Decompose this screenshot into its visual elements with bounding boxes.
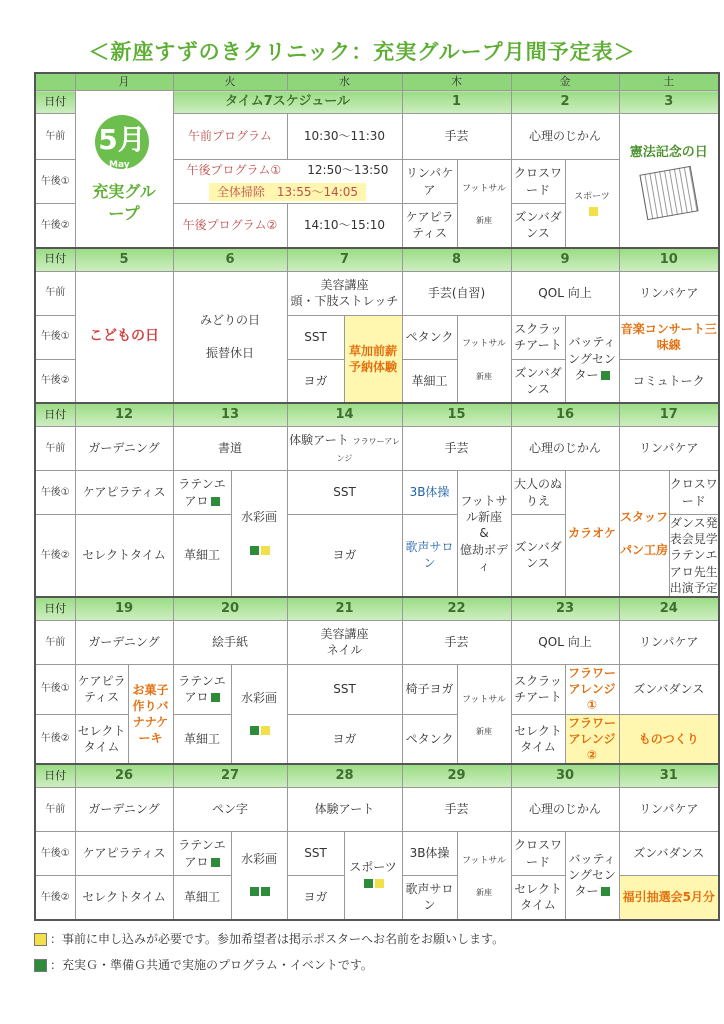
program-cell: リンパケア [619, 271, 719, 315]
date-row [35, 91, 719, 114]
program-cell: フットサル 新座 [457, 664, 511, 764]
program-cell: SST [287, 664, 402, 714]
date-cell: 1 [402, 91, 511, 114]
date-cell: 23 [511, 597, 619, 621]
program-cell: カラオケ [565, 471, 619, 597]
program-cell: ズンバダンス [511, 204, 565, 248]
program-cell: ヨガ [287, 876, 344, 920]
date-cell: 2 [511, 91, 619, 114]
program-cell: ラテンエアロ [173, 664, 231, 714]
program-cell: ラテンエアロ [173, 832, 231, 876]
program-cell: フラワーアレンジ② [565, 714, 619, 764]
star-icon [375, 879, 384, 888]
holiday-name: 憲法記念の日 [629, 145, 708, 161]
program-cell: ケアピラティス [402, 204, 457, 248]
program-cell: セレクトタイム [511, 876, 565, 920]
program-cell: クロスワード [511, 160, 565, 204]
date-row [35, 403, 719, 427]
date-cell: 13 [173, 403, 287, 427]
pm1-label: 午後① [35, 160, 75, 204]
date-cell: 26 [75, 764, 173, 788]
program-cell: 大人のぬりえ [511, 471, 565, 515]
pm1-program-time: 12:50～13:50 [307, 163, 389, 178]
program-cell: ズンバダンス [511, 359, 565, 403]
program-cell: スポーツ [565, 160, 619, 248]
program-cell: 歌声サロン [402, 876, 457, 920]
program-cell: ズンバダンス [619, 664, 719, 714]
star-icon [261, 546, 270, 555]
program-cell: ものつくり [619, 714, 719, 764]
program-cell: フットサル 新座 [457, 832, 511, 920]
program-cell: 美容講座 ネイル [287, 620, 402, 664]
program-cell: 革細工 [173, 515, 231, 597]
program-cell: 手芸 [402, 114, 511, 160]
pm1-label: 午後① [35, 315, 75, 359]
am-program-label: 午前プログラム [173, 114, 287, 160]
program-cell: 水彩画 [231, 832, 287, 920]
weekday-fri: 金 [511, 73, 619, 91]
program-cell: ペン字 [173, 788, 287, 832]
may-english: May [109, 160, 130, 171]
program-cell: 手芸 [402, 788, 511, 832]
program-cell: フットサル 新座 [457, 160, 511, 248]
weekday-thu: 木 [402, 73, 511, 91]
program-cell: ヨガ [287, 359, 344, 403]
program-cell: クロスワード [511, 832, 565, 876]
date-row [35, 248, 719, 272]
date-cell: 29 [402, 764, 511, 788]
date-cell: 27 [173, 764, 287, 788]
program-cell: スポーツ [344, 832, 402, 920]
am-label: 午前 [35, 271, 75, 315]
star-icon [261, 887, 270, 896]
date-cell: 31 [619, 764, 719, 788]
date-cell: 6 [173, 248, 287, 272]
date-cell: 21 [287, 597, 402, 621]
holiday-name: こどもの日 [89, 328, 159, 345]
date-cell: 8 [402, 248, 511, 272]
program-cell: ガーデニング [75, 427, 173, 471]
schedule-title: タイム7スケジュール [173, 91, 402, 114]
legend-note-shared: ：充実Ｇ・準備Ｇ共通で実施のプログラム・イベントです。 [34, 956, 373, 973]
may-number: 5月 [95, 115, 149, 169]
flag-icon [639, 166, 698, 220]
program-cell: ヨガ [287, 714, 402, 764]
program-cell: フットサル新座 & 億劫ボディ [457, 471, 511, 597]
star-icon [601, 887, 610, 896]
program-cell: ケアピラティス [75, 664, 128, 714]
program-cell: ズンバダンス [511, 515, 565, 597]
star-icon [34, 933, 47, 946]
am-label: 午前 [35, 114, 75, 160]
pm2-label: 午後② [35, 204, 75, 248]
may-badge [89, 113, 159, 175]
program-cell: ケアピラティス [75, 832, 173, 876]
program-cell: ズンバダンス [619, 832, 719, 876]
program-cell: 心理のじかん [511, 788, 619, 832]
program-cell: リンパケア [619, 620, 719, 664]
date-cell: 3 [619, 91, 719, 114]
program-cell: バッティングセンター [565, 832, 619, 920]
weekday-mon: 月 [75, 73, 173, 91]
pm2-label: 午後② [35, 876, 75, 920]
program-cell: QOL 向上 [511, 620, 619, 664]
program-cell: 手芸 [402, 620, 511, 664]
schedule-table [34, 72, 720, 921]
program-cell: コミュトーク [619, 359, 719, 403]
holiday-cell [619, 114, 719, 248]
date-label: 日付 [35, 764, 75, 788]
program-cell: 手芸(自習) [402, 271, 511, 315]
pm1-label: 午後① [35, 832, 75, 876]
pm2-label: 午後② [35, 515, 75, 597]
program-cell: セレクトタイム [75, 515, 173, 597]
program-cell: 3B体操 [402, 471, 457, 515]
pm1-program-cell [173, 160, 402, 204]
am-label: 午前 [35, 788, 75, 832]
weekday-header-row [35, 73, 719, 91]
date-cell: 15 [402, 403, 511, 427]
program-cell: スクラッチアート [511, 315, 565, 359]
program-cell: リンパケア [402, 160, 457, 204]
program-cell: スタッフ パン工房 [619, 471, 669, 597]
program-cell: ペタンク [402, 714, 457, 764]
date-cell: 10 [619, 248, 719, 272]
program-cell: セレクトタイム [75, 876, 173, 920]
corner-cell [35, 73, 75, 91]
pm2-program-time: 14:10～15:10 [287, 204, 402, 248]
program-cell: 歌声サロン [402, 515, 457, 597]
program-cell: 美容講座 頭・下肢ストレッチ [287, 271, 402, 315]
program-cell: 福引抽選会5月分 [619, 876, 719, 920]
date-cell: 16 [511, 403, 619, 427]
star-icon [261, 726, 270, 735]
am-label: 午前 [35, 427, 75, 471]
program-cell: スクラッチアート [511, 664, 565, 714]
date-cell: 12 [75, 403, 173, 427]
program-cell: クロスワード [669, 471, 719, 515]
pm2-label: 午後② [35, 714, 75, 764]
program-cell: ダンス発表会見学 ラテンエアロ先生出演予定 [669, 515, 719, 597]
date-cell: 14 [287, 403, 402, 427]
date-cell: 19 [75, 597, 173, 621]
group-name: 充実グループ [92, 182, 156, 223]
program-cell: ヨガ [287, 515, 402, 597]
weekday-wed: 水 [287, 73, 402, 91]
pm2-label: 午後② [35, 359, 75, 403]
program-cell: 手芸 [402, 427, 511, 471]
am-label: 午前 [35, 620, 75, 664]
program-cell: ケアピラティス [75, 471, 173, 515]
date-cell: 20 [173, 597, 287, 621]
cleaning-note: 全体掃除 13:55～14:05 [209, 183, 366, 201]
star-icon [211, 693, 220, 702]
page-title: ＜新座すずのきクリニック：充実グループ月間予定表＞ [88, 40, 636, 64]
star-icon [589, 207, 598, 216]
program-cell: 水彩画 [231, 471, 287, 597]
program-cell: リンパケア [619, 427, 719, 471]
star-icon [211, 858, 220, 867]
date-cell: 7 [287, 248, 402, 272]
program-cell: QOL 向上 [511, 271, 619, 315]
am-program-time: 10:30～11:30 [287, 114, 402, 160]
date-row [35, 597, 719, 621]
date-cell: 28 [287, 764, 402, 788]
program-cell: SST [287, 315, 344, 359]
program-cell: 心理のじかん [511, 427, 619, 471]
program-cell: セレクトタイム [75, 714, 128, 764]
date-label: 日付 [35, 597, 75, 621]
weekday-tue: 火 [173, 73, 287, 91]
star-icon [34, 959, 47, 972]
date-cell: 17 [619, 403, 719, 427]
date-cell: 24 [619, 597, 719, 621]
program-cell: 水彩画 [231, 664, 287, 764]
program-cell: 3B体操 [402, 832, 457, 876]
pm2-program-label: 午後プログラム② [173, 204, 287, 248]
program-cell: 革細工 [173, 876, 231, 920]
date-cell: 22 [402, 597, 511, 621]
program-cell: フラワーアレンジ① [565, 664, 619, 714]
date-cell: 9 [511, 248, 619, 272]
date-cell: 5 [75, 248, 173, 272]
program-cell: セレクトタイム [511, 714, 565, 764]
star-icon [601, 371, 610, 380]
program-cell: 体験アート フラワーアレンジ [287, 427, 402, 471]
program-cell: ラテンエアロ [173, 471, 231, 515]
star-icon [211, 497, 220, 506]
legend-note-star: ：事前に申し込みが必要です。参加希望者は掲示ポスターへお名前をお願いします。 [34, 930, 504, 947]
program-cell: 革細工 [402, 359, 457, 403]
program-cell: 音楽コンサート三味線 [619, 315, 719, 359]
program-cell: リンパケア [619, 788, 719, 832]
program-cell: SST [287, 832, 344, 876]
program-cell: 革細工 [173, 714, 231, 764]
program-cell: お菓子作りバナナケーキ [128, 664, 173, 764]
holiday-cell [75, 271, 173, 403]
holiday-cell: みどりの日 振替休日 [173, 271, 287, 403]
weekday-sat: 土 [619, 73, 719, 91]
program-cell: ガーデニング [75, 788, 173, 832]
date-cell: 30 [511, 764, 619, 788]
pm1-label: 午後① [35, 471, 75, 515]
pm1-label: 午後① [35, 664, 75, 714]
program-cell: 絵手紙 [173, 620, 287, 664]
program-cell: 草加前薪予納体験 [344, 315, 402, 403]
program-cell: 書道 [173, 427, 287, 471]
date-label: 日付 [35, 403, 75, 427]
program-cell: バッティングセンター [565, 315, 619, 403]
program-cell: 心理のじかん [511, 114, 619, 160]
program-cell: SST [287, 471, 402, 515]
program-cell: ペタンク [402, 315, 457, 359]
date-row [35, 764, 719, 788]
date-label: 日付 [35, 248, 75, 272]
program-cell: 椅子ヨガ [402, 664, 457, 714]
program-cell: フットサル 新座 [457, 315, 511, 403]
date-label: 日付 [35, 91, 75, 114]
program-cell: ガーデニング [75, 620, 173, 664]
program-cell: 体験アート [287, 788, 402, 832]
pm1-program-label: 午後プログラム① [186, 163, 282, 178]
may-badge-cell [75, 91, 173, 248]
